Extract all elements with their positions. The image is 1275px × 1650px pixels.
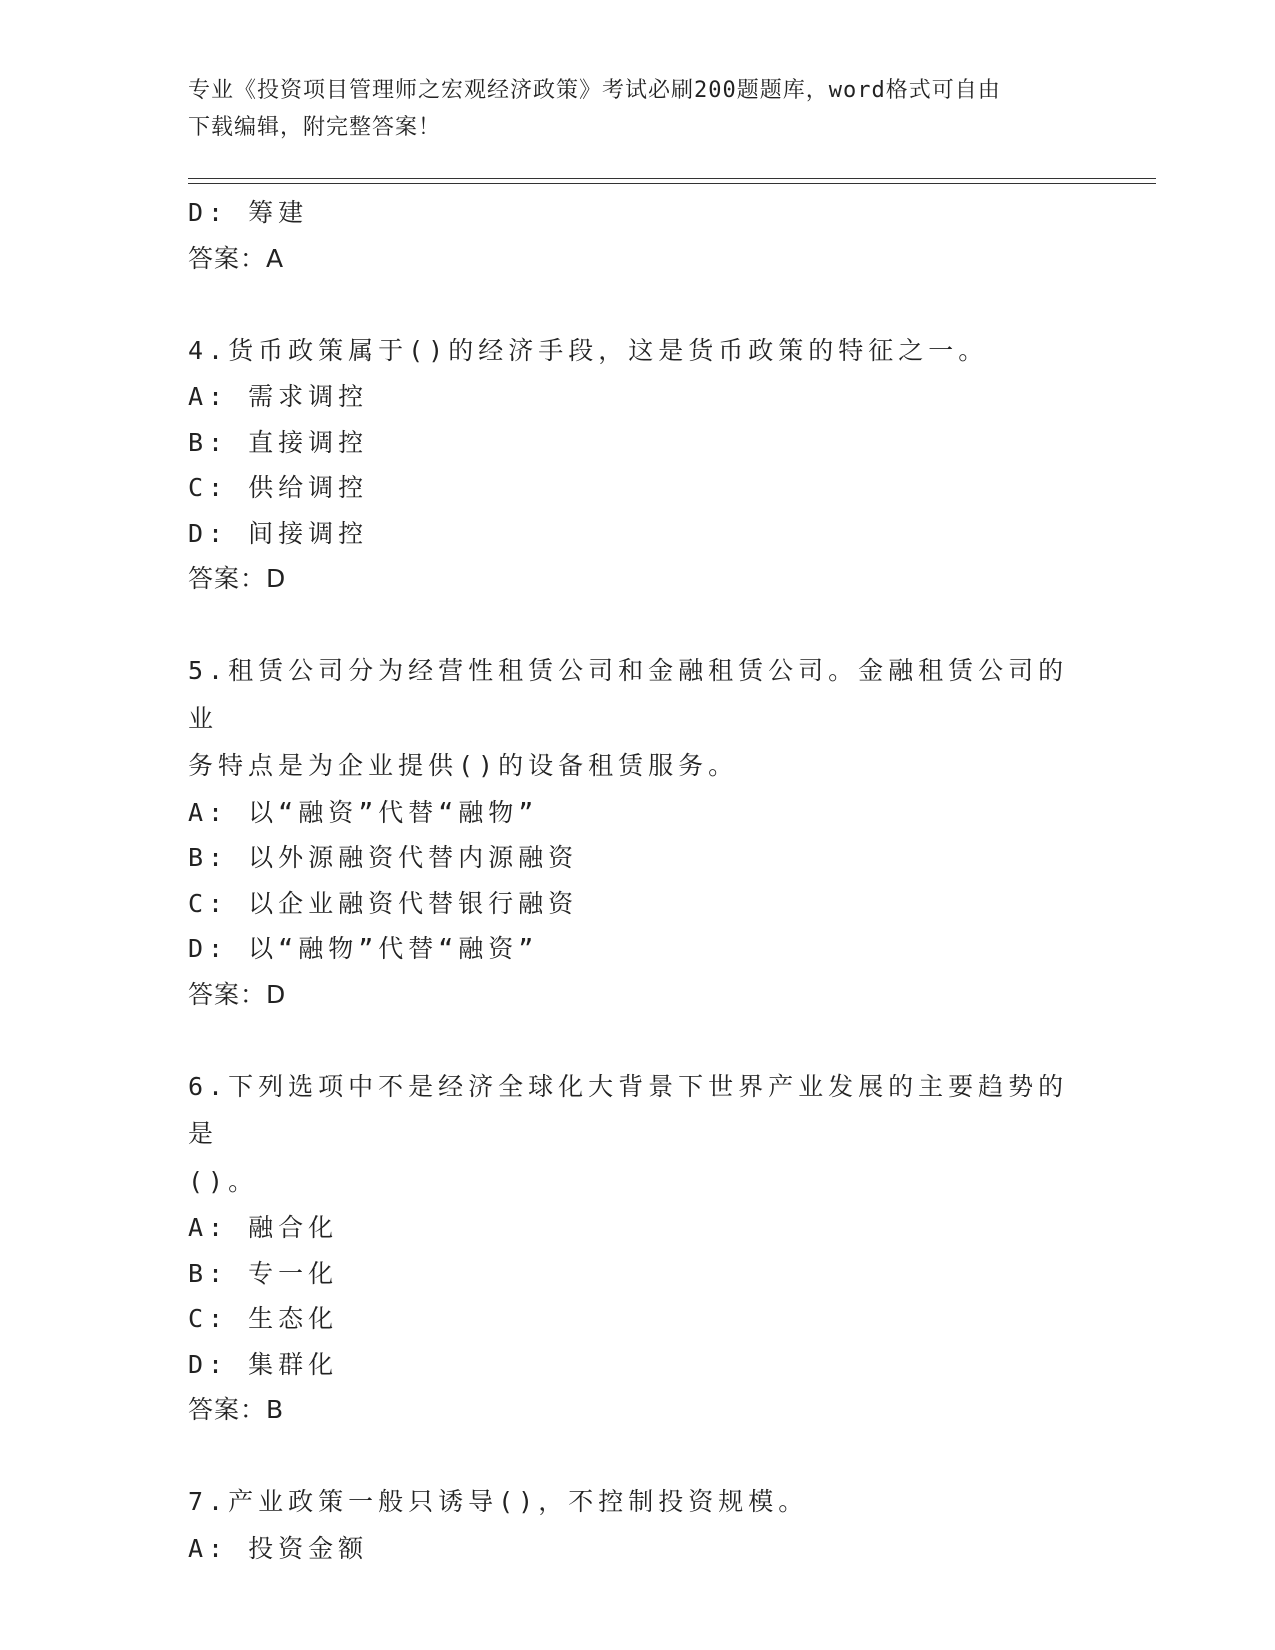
- option-a: A: 投资金额: [188, 1533, 369, 1563]
- spacer: [188, 281, 1088, 327]
- question-6: [188, 1063, 1088, 1433]
- option-d: D: 筹建: [188, 198, 309, 227]
- spacer: [188, 1433, 1088, 1479]
- question-list: [188, 190, 1088, 1571]
- spacer: [188, 602, 1088, 648]
- question-text: 7.产业政策一般只诱导()，不控制投资规模。: [188, 1487, 809, 1516]
- question-text-line-1: 5.租赁公司分为经营性租赁公司和金融租赁公司。金融租赁公司的业: [188, 656, 1069, 733]
- option-a: A: 融合化: [188, 1213, 339, 1242]
- question-4: [188, 327, 1088, 602]
- option-a: A: 需求调控: [188, 382, 369, 411]
- option-b: B: 以外源融资代替内源融资: [188, 843, 579, 872]
- header-line-2: 下载编辑，附完整答案！: [188, 115, 442, 140]
- answer: 答案：D: [188, 979, 287, 1009]
- question-5: [188, 647, 1088, 1017]
- document-header: [188, 72, 1068, 146]
- option-c: C: 以企业融资代替银行融资: [188, 888, 579, 918]
- question-text-line-2: ()。: [188, 1166, 259, 1196]
- question-text-line-2: 务特点是为企业提供()的设备租赁服务。: [188, 751, 739, 780]
- option-d: D: 以“融物”代替“融资”: [188, 934, 539, 963]
- spacer: [188, 1017, 1088, 1063]
- option-a: A: 以“融资”代替“融物”: [188, 797, 539, 827]
- question-7: [188, 1478, 1088, 1571]
- option-d: D: 集群化: [188, 1349, 339, 1379]
- option-c: C: 生态化: [188, 1304, 339, 1333]
- question-text: 4.货币政策属于()的经济手段，这是货币政策的特征之一。: [188, 335, 989, 365]
- option-b: B: 直接调控: [188, 427, 369, 457]
- header-line-1: 专业《投资项目管理师之宏观经济政策》考试必刷200题题库，word格式可自由: [188, 78, 1001, 103]
- option-d: D: 间接调控: [188, 518, 369, 548]
- answer: 答案：A: [188, 243, 285, 273]
- answer: 答案：B: [188, 1395, 285, 1424]
- question-text-line-1: 6.下列选项中不是经济全球化大背景下世界产业发展的主要趋势的是: [188, 1071, 1069, 1148]
- header-divider-bottom: [188, 183, 1156, 184]
- answer: 答案：D: [188, 564, 287, 593]
- option-b: B: 专一化: [188, 1258, 339, 1288]
- header-divider-top: [188, 178, 1156, 179]
- option-c: C: 供给调控: [188, 473, 369, 502]
- question-prev: [188, 190, 1088, 281]
